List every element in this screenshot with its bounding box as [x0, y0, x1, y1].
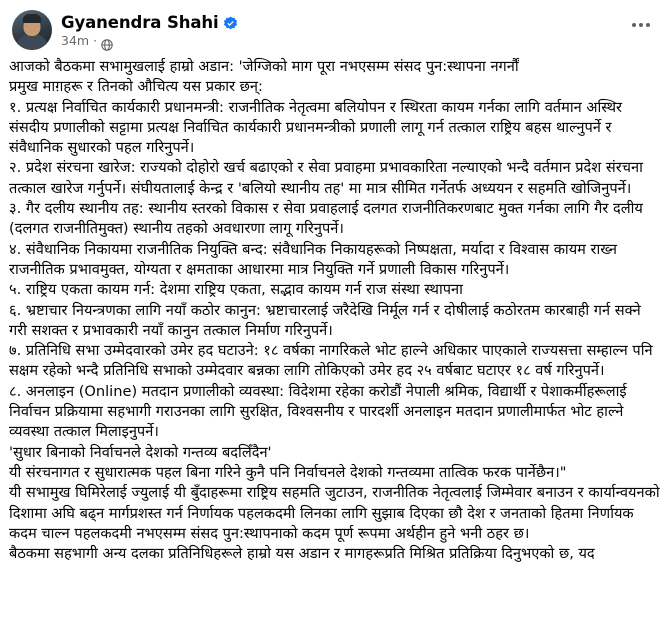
author-name[interactable]: Gyanendra Shahi — [61, 12, 219, 32]
post-timestamp[interactable]: 34m — [61, 32, 90, 48]
post-paragraph: 'सुधार बिनाको निर्वाचनले देशको गन्तव्य बदलिँदैन' — [9, 443, 272, 461]
verified-badge-icon — [223, 16, 238, 31]
avatar-hair — [23, 14, 42, 23]
post-paragraph: १. प्रत्यक्ष निर्वाचित कार्यकारी प्रधानमन्त्री: राजनीतिक नेतृत्वमा बलियोपन र स्थिरता कायम गर्नका लागि वर्तमान अस्थिर संसदीय प्रणालीको सट्टामा प्रत्यक्ष निर्वाचित कार्यकारी प्रधानमन्त्रीको प्रणाली लागू गर्न तत्काल राष्ट्रिय बहस थाल्नुपर्ने र संवैधानिक सुधारको पहल गरिनुपर्ने। — [9, 98, 622, 157]
post-paragraph: ८. अनलाइन (Online) मतदान प्रणालीको व्यवस्था: विदेशमा रहेका करोडौं नेपाली श्रमिक, विद्यार्थी र पेशाकर्मीहरूलाई निर्वाचन प्रक्रियामा सहभागी गराउनका लागि सुरक्षित, विश्वसनीय र पारदर्शी अनलाइन मतदान प्रणालीमार्फत भोट हाल्ने व्यवस्था तत्काल मिलाइनुपर्ने। — [9, 382, 627, 441]
post-paragraph: ५. राष्ट्रिय एकता कायम गर्न: देशमा राष्ट्रिय एकता, सद्भाव कायम गर्न राज संस्था स्थापना — [9, 281, 463, 299]
more-options-icon[interactable] — [626, 16, 656, 34]
post-paragraph: प्रमुख माग़हरू र तिनको औचित्य यस प्रकार छन्: — [9, 78, 263, 96]
post-header — [0, 0, 670, 54]
more-dot — [646, 23, 650, 27]
more-dot — [639, 23, 643, 27]
post-paragraph: २. प्रदेश संरचना खारेज: राज्यको दोहोरो खर्च बढाएको र सेवा प्रवाहमा प्रभावकारिता नल्याएको भन्दै वर्तमान प्रदेश संरचना तत्काल खारेज गर्नुपर्ने। संघीयतालाई केन्द्र र 'बलियो स्थानीय तह' मा मात्र सीमित गर्नेतर्फ अध्ययन र सहमति खोजिनुपर्ने। — [9, 159, 643, 197]
post-paragraph: ४. संवैधानिक निकायमा राजनीतिक नियुक्ति बन्द: संवैधानिक निकायहरूको निष्पक्षता, मर्यादा र विश्वास कायम राख्न राजनीतिक प्रभावमुक्त, योग्यता र क्षमताका आधारमा मात्र नियुक्ति गर्ने प्रणाली विकास गरिनुपर्ने। — [9, 240, 618, 278]
post-paragraph: बैठकमा सहभागी अन्य दलका प्रतिनिधिहरूले हाम्रो यस अडान र मागहरूप्रति मिश्रित प्रतिक्रिया दिनुभएको छ, यद — [9, 545, 595, 563]
post-paragraph: यी सभामुख घिमिरेलाई ज्युलाई यी बुँदाहरूमा राष्ट्रिय सहमति जुटाउन, राजनीतिक नेतृत्वलाई जिम्मेवार बनाउन र कार्यान्वयनको दिशामा अघि बढ्न मार्गप्रशस्त गर्न निर्णायक पहलकदमी लिनका लागि सुझाब दिएका छौ देश र जनताको हितमा निर्णायक कदम चाल्न पहलकदमी नभएसम्म संसद पुन:स्थापनाको कदम पूर्ण रूपमा अर्थहीन हुने भनी ठहर छ। — [9, 484, 660, 542]
post-paragraph: ७. प्रतिनिधि सभा उम्मेदवारको उमेर हद घटाउने: १८ वर्षका नागरिकले भोट हाल्ने अधिकार पाएकाले राज्यसत्ता सम्हाल्न पनि सक्षम रहेको भन्दै प्रतिनिधि सभाको उम्मेदवार बन्नका लागि तोकिएको उमेर हद २५ वर्षबाट घटाएर १८ वर्ष गरिनुपर्ने। — [9, 342, 653, 380]
more-dot — [632, 23, 636, 27]
meta-separator: · — [93, 32, 98, 48]
post-paragraph: आजको बैठकमा सभामुखलाई हाम्रो अडान: 'जेग्जिको माग पूरा नभएसम्म संसद पुन:स्थापना नगर्नौं — [9, 58, 519, 75]
post-paragraph: ३. गैर दलीय स्थानीय तह: स्थानीय स्तरको विकास र सेवा प्रवाहलाई दलगत राजनीतिकरणबाट मुक्त गर्नका लागि गैर दलीय (दलगत राजनीतिमुक्त) स्थानीय तहको अवधारणा लागू गरिनुपर्ने। — [9, 200, 643, 238]
post-paragraph: यी संरचनागत र सुधारात्मक पहल बिना गरिने कुनै पनि निर्वाचनले देशको गन्तव्यमा तात्विक फरक पार्नेछैन।" — [9, 463, 567, 481]
post-paragraph: ६. भ्रष्टाचार नियन्त्रणका लागि नयाँ कठोर कानुन: भ्रष्टाचारलाई जरैदेखि निर्मूल गर्न र दोषीलाई कठोरतम कारबाही गर्न सक्ने गरी सशक्त र प्रभावकारी नयाँ कानुन तत्काल निर्माण गरिनुपर्ने। — [9, 301, 641, 339]
globe-icon[interactable] — [101, 36, 113, 48]
avatar[interactable] — [12, 10, 52, 50]
post-text-body — [0, 54, 670, 564]
post-meta-row — [61, 33, 238, 49]
avatar-body — [16, 34, 48, 50]
post-author-block — [61, 10, 238, 50]
author-name-row — [61, 13, 238, 32]
